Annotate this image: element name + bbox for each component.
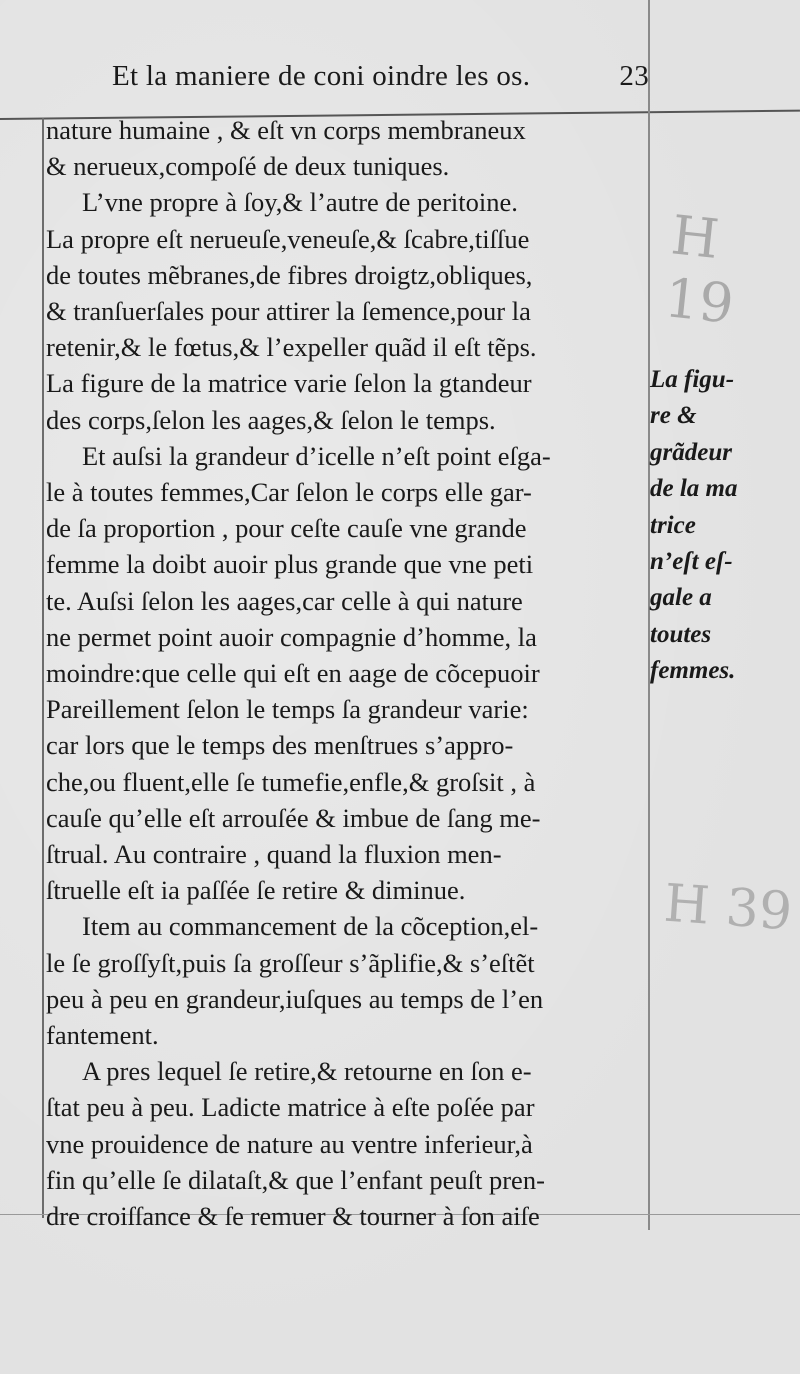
marginal-note-line: toutes <box>650 620 712 648</box>
text-line: Pareillement ſelon le temps ſa grandeur varie: <box>46 694 529 725</box>
text-line: ſtat peu à peu. Ladicte matrice à eſte poſée par <box>46 1092 535 1123</box>
text-line: vne prouidence de nature au ventre inferieur,à <box>46 1128 533 1159</box>
text-line: fantement. <box>46 1020 159 1051</box>
text-line: cauſe qu’elle eſt arrouſée & imbue de ſang me- <box>46 802 541 833</box>
handwritten-mark-h19: H 19 <box>661 203 737 336</box>
marginal-note-line: La figu- <box>650 366 735 393</box>
text-line: fin qu’elle ſe dilataſt,& que l’enfant peuſt pren- <box>46 1164 545 1195</box>
marginal-note-line: n’eſt eſ- <box>650 548 733 576</box>
marginal-note-line: trice <box>650 511 696 539</box>
marginal-note-line: grãdeur <box>650 438 732 466</box>
handwritten-mark-h39: H 39 <box>662 873 794 943</box>
text-line: femme la doibt auoir plus grande que vne peti <box>46 549 534 580</box>
text-line: de ſa proportion , pour ceſte cauſe vne grande <box>46 513 527 544</box>
text-line: ſtrual. Au contraire , quand la fluxion men- <box>46 839 502 870</box>
text-line: retenir,& le fœtus,& l’expeller quãd il eſt tẽps. <box>46 332 537 363</box>
marginal-note-line: gale a <box>650 584 712 612</box>
running-title: Et la maniere de coni oindre les os. <box>112 60 531 92</box>
marginal-note-line: re & <box>650 402 697 430</box>
text-line: La propre eſt nerueuſe,veneuſe,& ſcabre,tiſſue <box>46 223 530 254</box>
text-line: dre croiſſance & ſe remuer & tourner à ſon aiſe <box>46 1201 540 1232</box>
text-line: des corps,ſelon les aages,& ſelon le temps. <box>46 404 496 435</box>
text-line: de toutes mẽbranes,de fibres droigtz,obliques, <box>46 259 533 290</box>
running-header <box>112 60 657 93</box>
text-line: La figure de la matrice varie ſelon la gtandeur <box>46 368 532 399</box>
text-line: car lors que le temps des menſtrues s’appro- <box>46 730 514 761</box>
marginal-note-line: femmes. <box>650 657 736 685</box>
text-line: A pres lequel ſe retire,& retourne en ſon e- <box>82 1056 532 1087</box>
text-line: le à toutes femmes,Car ſelon le corps elle gar- <box>46 477 532 508</box>
text-line: moindre:que celle qui eſt en aage de cõcepuoir <box>46 658 540 689</box>
marginal-note-line: de la ma <box>650 475 738 503</box>
text-line: le ſe groſſyſt,puis ſa groſſeur s’ãplifie,& s’eſtẽt <box>46 947 535 978</box>
text-line: & nerueux,compoſé de deux tuniques. <box>46 151 450 182</box>
text-line: Item au commancement de la cõception,el- <box>82 911 539 942</box>
text-line: & tranſuerſales pour attirer la ſemence,pour la <box>46 296 531 327</box>
text-line: peu à peu en grandeur,iuſques au temps de l’en <box>46 983 544 1014</box>
text-line: Et auſsi la grandeur d’icelle n’eſt point eſga- <box>82 440 551 471</box>
text-line: ſtruelle eſt ia paſſée ſe retire & diminue. <box>46 875 466 906</box>
page-number: 23 <box>619 60 649 92</box>
body-text <box>46 112 646 1234</box>
text-line: te. Auſsi ſelon les aages,car celle à qui nature <box>46 585 523 616</box>
text-line: ne permet point auoir compagnie d’homme, la <box>46 621 537 652</box>
left-margin-rule <box>42 118 44 1218</box>
text-line: L’vne propre à ſoy,& l’autre de peritoine. <box>82 187 518 218</box>
text-line: che,ou fluent,elle ſe tumefie,enfle,& groſsit , à <box>46 766 536 797</box>
marginal-note <box>650 362 800 690</box>
text-line: nature humaine , & eſt vn corps membraneux <box>46 115 526 145</box>
